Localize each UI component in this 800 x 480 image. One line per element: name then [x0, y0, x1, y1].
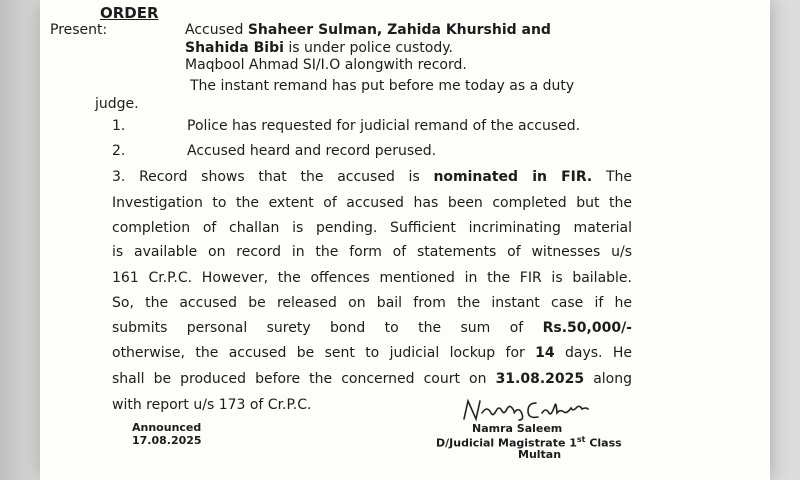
surety-text: submits personal surety bond to the sum of — [112, 320, 543, 336]
accused-line-1 — [185, 22, 551, 38]
present-label: Present: — [50, 22, 108, 38]
court-order-page — [40, 0, 770, 480]
item-2-text: Accused heard and record perused. — [187, 143, 437, 159]
item-1-number: 1. — [112, 118, 126, 134]
signatory-city: Multan — [518, 448, 562, 461]
announced-label: Announced — [132, 421, 202, 434]
remand-line-2: judge. — [95, 96, 139, 112]
lockup-line — [112, 345, 632, 361]
report-line: with report u/s 173 of Cr.P.C. — [112, 397, 312, 413]
accused-names-2: Shahida Bibi — [185, 40, 284, 56]
item-3-number: 3. — [112, 169, 126, 185]
surety-amount: Rs.50,000/- — [542, 320, 632, 336]
item-1-text: Police has requested for judicial remand of the accused. — [187, 118, 581, 134]
produce-text-b: along — [584, 371, 632, 387]
accused-names-1: Shaheer Sulman, Zahida Khurshid and — [247, 22, 551, 38]
paragraph-line-3: is available on record in the form of statements of witnesses u/s — [112, 244, 632, 260]
item-2-number: 2. — [112, 143, 126, 159]
item-3-line — [112, 169, 632, 185]
signatory-title-sup: st — [576, 435, 586, 444]
accused-line-2 — [185, 40, 453, 56]
paragraph-line-2: completion of challan is pending. Sufficient incriminating material — [112, 220, 632, 236]
produce-line — [112, 371, 632, 387]
surety-line — [112, 320, 632, 336]
item-3-text-c: The — [592, 169, 632, 185]
remand-line-1: The instant remand has put before me today as a duty — [190, 78, 575, 94]
order-title: ORDER — [100, 4, 159, 22]
produce-date: 31.08.2025 — [495, 371, 585, 387]
signatory-title-text: D/Judicial Magistrate 1 — [436, 436, 577, 450]
custody-text: is under police custody. — [283, 40, 453, 56]
paragraph-line-5: So, the accused be released on bail from the instant case if he — [112, 295, 632, 311]
io-line: Maqbool Ahmad SI/I.O alongwith record. — [185, 57, 467, 73]
page-edge-shadow — [0, 0, 40, 480]
paragraph-line-4: 161 Cr.P.C. However, the offences mentioned in the FIR is bailable. — [112, 270, 632, 286]
signatory-title-class: Class — [585, 436, 622, 450]
item-3-nominated: nominated in FIR. — [433, 169, 593, 185]
lockup-days: 14 — [535, 345, 555, 361]
lockup-text-b: days. He — [554, 345, 632, 361]
signatory-name: Namra Saleem — [472, 422, 563, 435]
announced-date: 17.08.2025 — [132, 434, 202, 447]
produce-text: shall be produced before the concerned court on — [112, 371, 496, 387]
lockup-text: otherwise, the accused be sent to judicial lockup for — [112, 345, 536, 361]
item-3-text-a: Record shows that the accused is — [139, 169, 434, 185]
accused-prefix: Accused — [185, 22, 248, 38]
paragraph-line-1: Investigation to the extent of accused has been completed but the — [112, 195, 632, 211]
